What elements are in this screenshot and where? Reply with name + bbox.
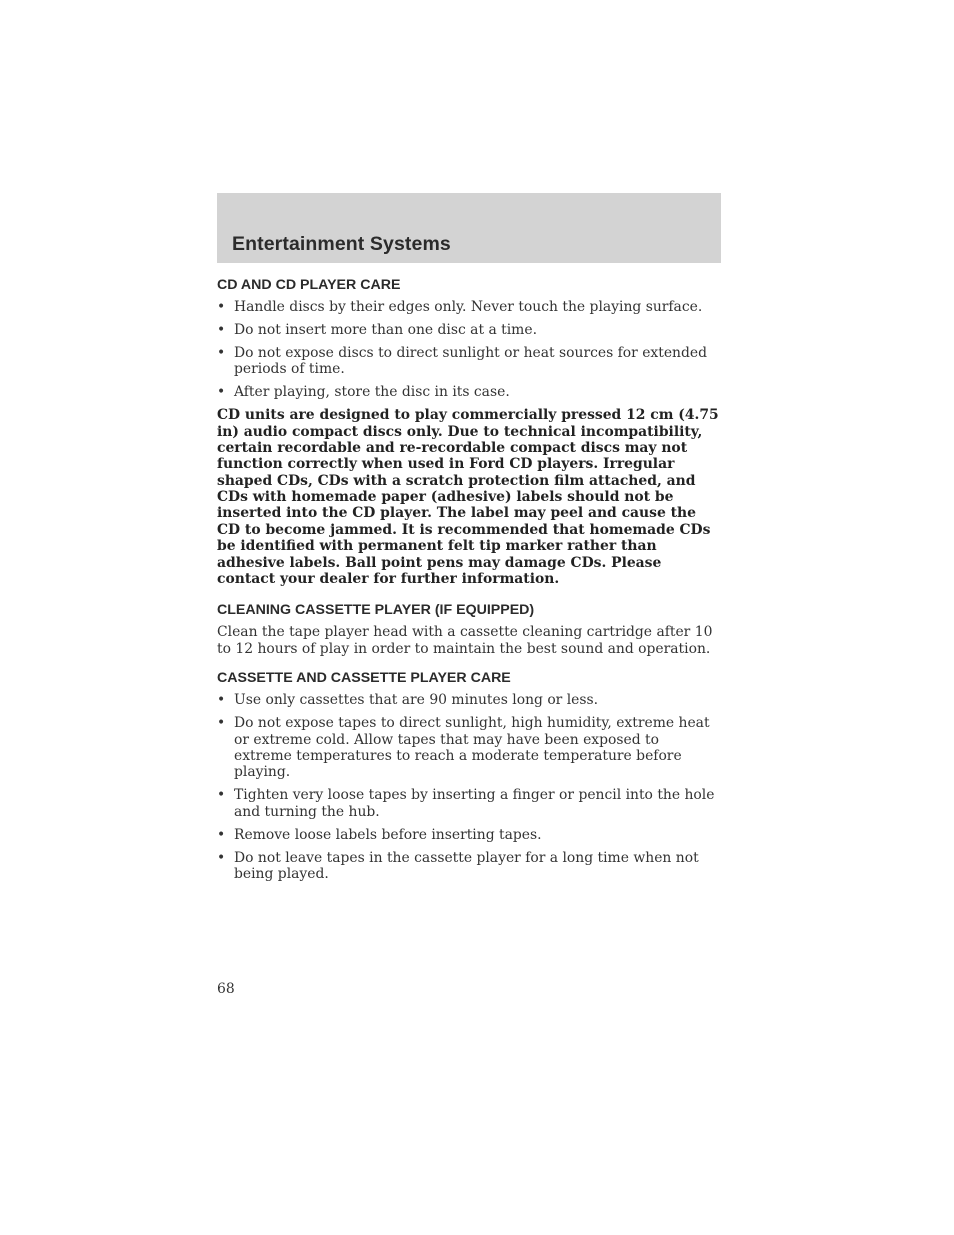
section-heading: CASSETTE AND CASSETTE PLAYER CARE [217, 670, 511, 687]
list-item-text: Tighten very loose tapes by inserting a finger or pencil into the hole and turning the hub. [234, 787, 715, 820]
list-item [217, 322, 721, 338]
bullet-icon: • [217, 787, 226, 804]
list-item-text: Do not insert more than one disc at a time. [234, 322, 537, 338]
list-item-text: Use only cassettes that are 90 minutes long or less. [234, 692, 599, 709]
bullet-icon: • [217, 384, 226, 401]
bullet-icon: • [217, 692, 226, 709]
cleaning-instructions: Clean the tape player head with a cassette cleaning cartridge after 10 to 12 hours of play in order to maintain the best sound and operation. [217, 624, 713, 657]
list-item [217, 692, 721, 708]
list-item [217, 384, 721, 400]
list-item [217, 827, 721, 843]
list-item-text: Handle discs by their edges only. Never touch the playing surface. [234, 299, 703, 315]
list-item-text: Remove loose labels before inserting tapes. [234, 826, 542, 843]
page-content [217, 277, 721, 889]
list-item-text: Do not leave tapes in the cassette player for a long time when not being played. [234, 849, 699, 883]
list-item [217, 299, 721, 315]
bullet-list [217, 692, 721, 882]
bullet-icon: • [217, 715, 226, 732]
section-cassette-player-care [217, 670, 721, 882]
bullet-icon: • [217, 299, 226, 315]
bullet-icon: • [217, 849, 226, 866]
section-cleaning-cassette-player [217, 602, 721, 657]
bullet-icon: • [217, 322, 226, 338]
list-item [217, 850, 721, 883]
list-item-text: After playing, store the disc in its case. [234, 384, 510, 401]
list-item-text: Do not expose tapes to direct sunlight, high humidity, extreme heat or extreme cold. Allow tapes that may have been exposed to extreme temperatures to reach a moderate temperature before playing. [234, 715, 710, 781]
section-heading: CLEANING CASSETTE PLAYER (IF EQUIPPED) [217, 602, 535, 619]
page-number: 68 [217, 981, 235, 997]
cd-compatibility-warning: CD units are designed to play commercially pressed 12 cm (4.75 in) audio compact discs only. Due to technical incompatibility, certain recordable and re-recordable compact discs may not function correctly when used in Ford CD players. Irregular shaped CDs, CDs with a scratch protection film attached, and CDs with homemade paper (adhesive) labels should not be inserted into the CD player. The label may peel and cause the CD to become jammed. It is recommended that homemade CDs be identified with permanent felt tip marker rather than adhesive labels. Ball point pens may damage CDs. Please contact your dealer for further information. [217, 407, 719, 587]
bullet-list [217, 299, 721, 401]
list-item [217, 787, 721, 820]
list-item-text: Do not expose discs to direct sunlight or heat sources for extended periods of time. [234, 345, 708, 378]
chapter-header-band [217, 193, 721, 263]
list-item [217, 715, 721, 781]
bullet-icon: • [217, 826, 226, 843]
section-heading: CD AND CD PLAYER CARE [217, 277, 401, 293]
chapter-title: Entertainment Systems [232, 233, 451, 255]
section-cd-player-care [217, 277, 721, 587]
bullet-icon: • [217, 345, 226, 361]
list-item [217, 345, 721, 378]
